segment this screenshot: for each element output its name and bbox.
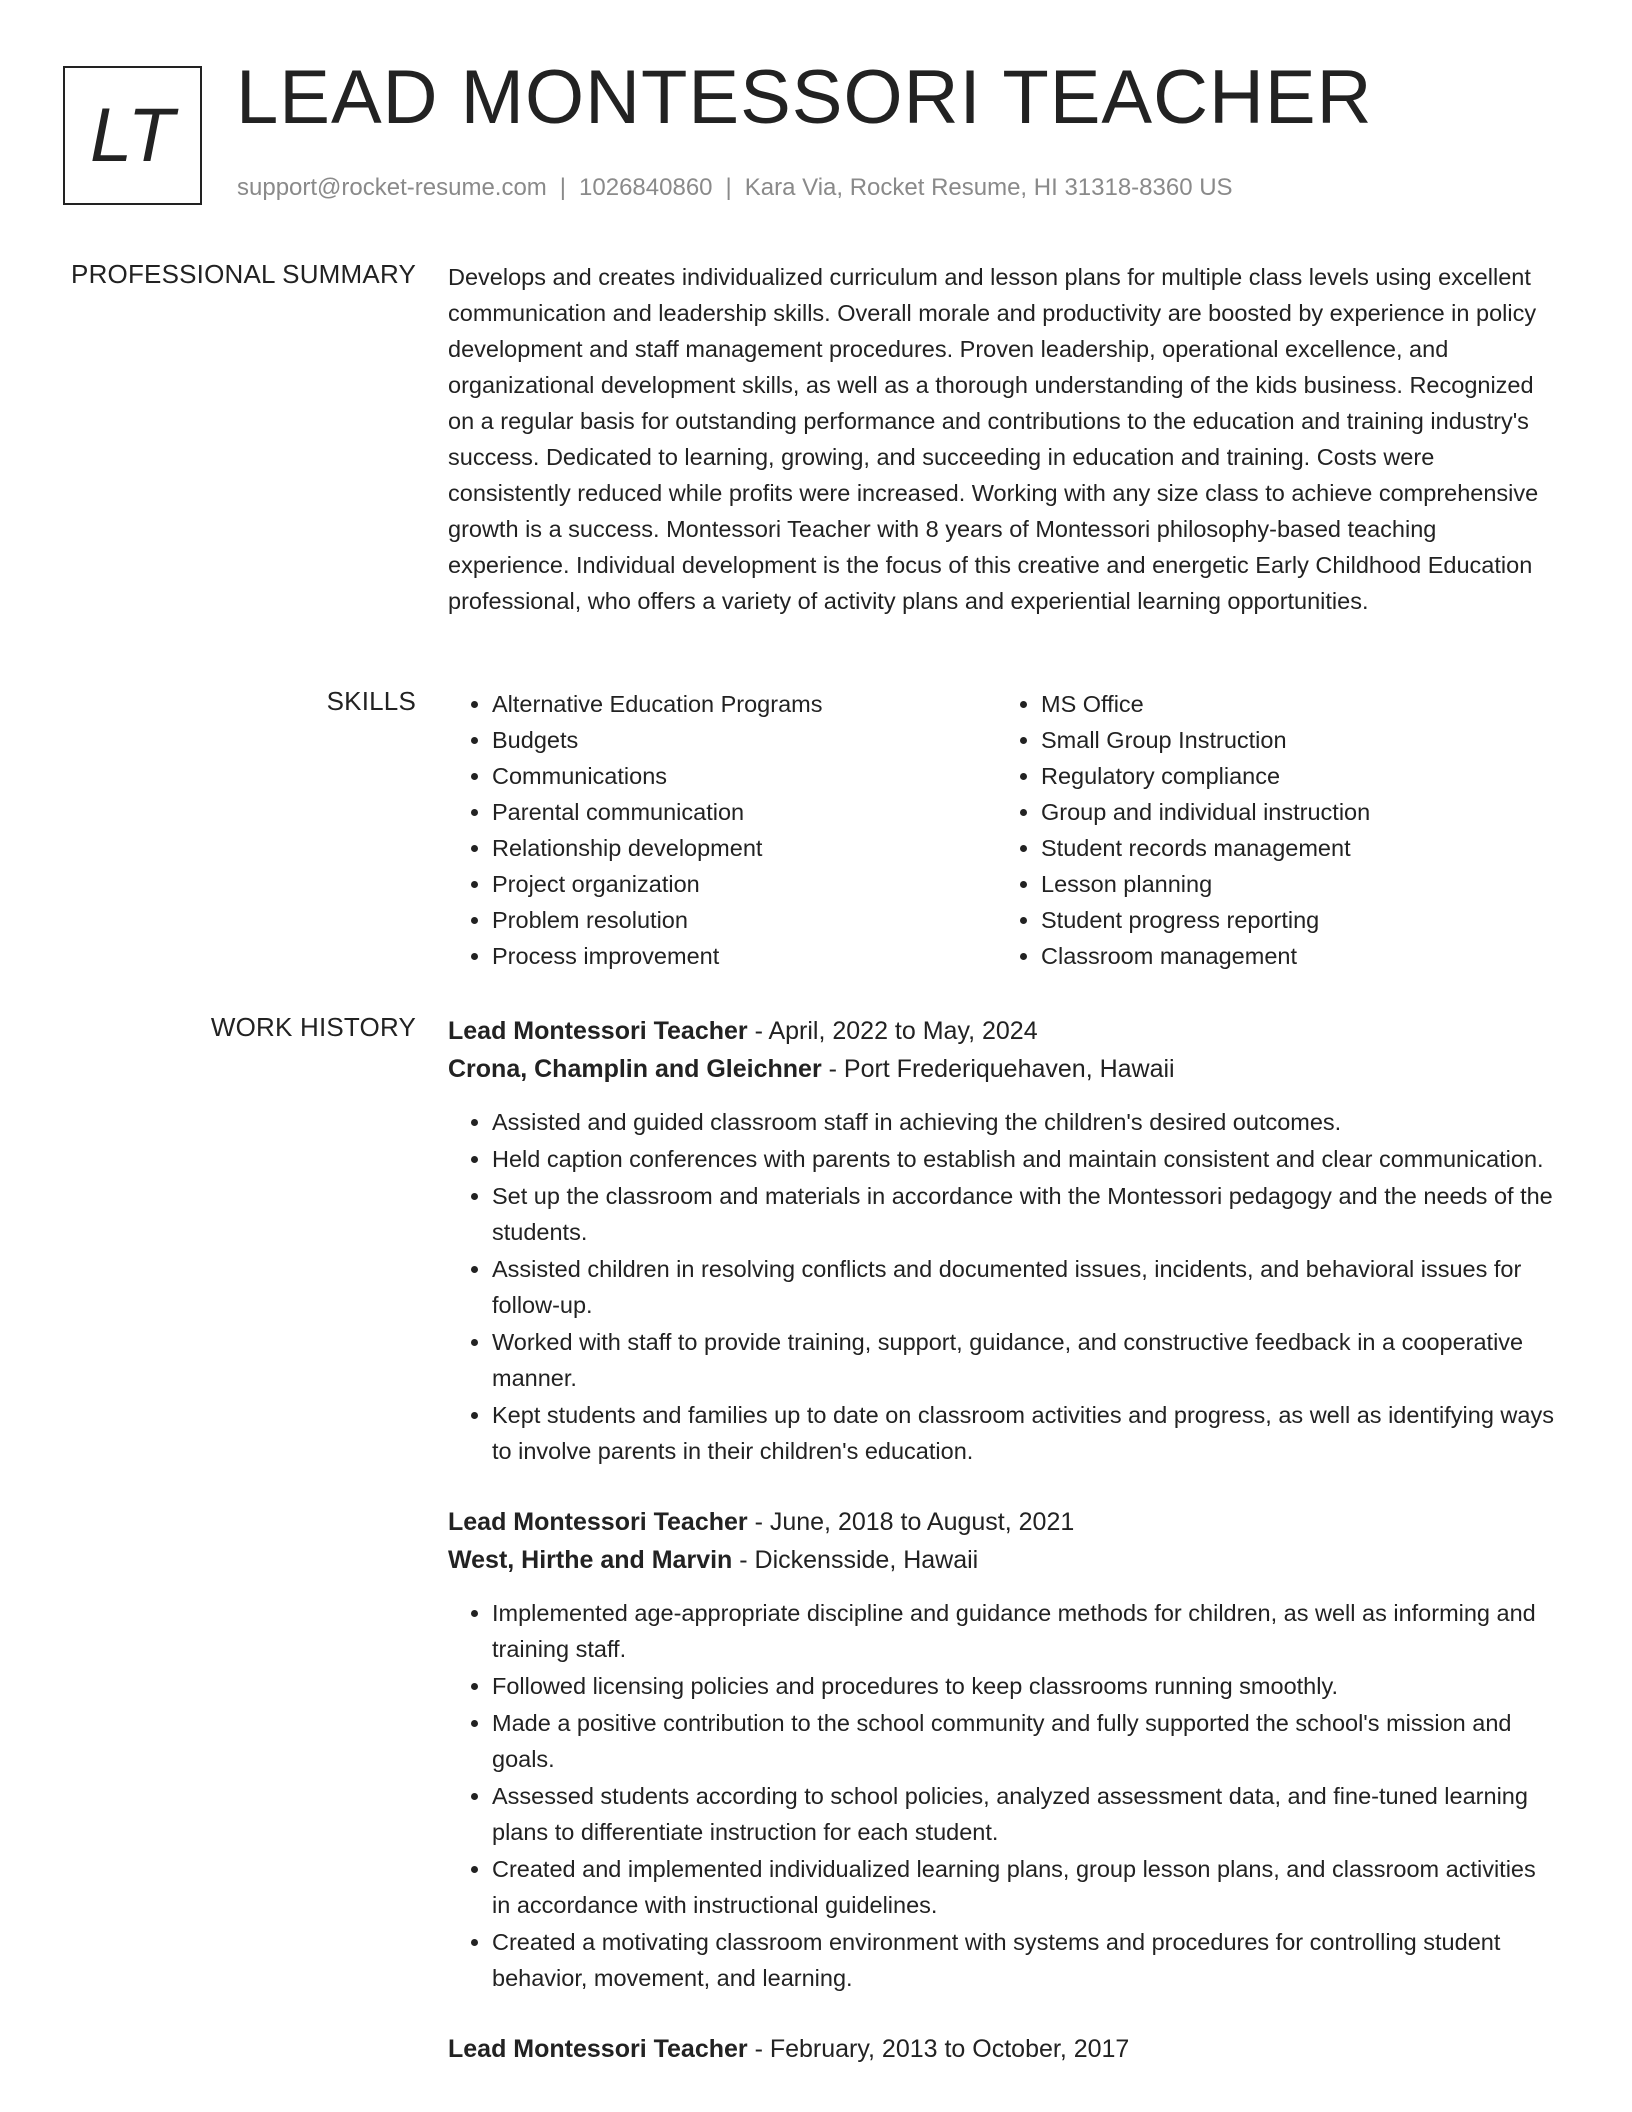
job-bullet: • Created a motivating classroom environment with systems and procedures for controlling student behavior, movement, and learning. (492, 1924, 1558, 1996)
contact-address: Kara Via, Rocket Resume, HI 31318-8360 US (744, 174, 1233, 201)
job-title: Lead Montessori Teacher (448, 1508, 748, 1536)
skill-item: • Relationship development (492, 830, 997, 866)
contact-line (237, 174, 1233, 202)
job-title-line (448, 1503, 1558, 1541)
skills-list-right (997, 686, 1546, 974)
skill-item: • Process improvement (492, 938, 997, 974)
job-bullet: • Implemented age-appropriate discipline and guidance methods for children, as well as informing and training staff. (492, 1595, 1558, 1667)
job-company: West, Hirthe and Marvin (448, 1546, 733, 1574)
section-heading-work-history: WORK HISTORY (210, 1012, 416, 1042)
contact-phone[interactable]: 1026840860 (579, 174, 713, 201)
summary-body (448, 259, 1558, 619)
job-dates: - February, 2013 to October, 2017 (747, 2035, 1130, 2063)
job-bullet: • Held caption conferences with parents to establish and maintain consistent and clear communication. (492, 1141, 1558, 1177)
skill-item: • MS Office (1041, 686, 1546, 722)
job-entry (448, 1503, 1558, 1996)
summary-text: Develops and creates individualized curriculum and lesson plans for multiple class levels using excellent communication and leadership skills. Overall morale and productivity are boosted by experience in policy development and staff management procedures. Proven leadership, operational excellence, and organizational development skills, as well as a thorough understanding of the kids business. Recognized on a regular basis for outstanding performance and contributions to the education and training industry's success. Dedicated to learning, growing, and succeeding in education and training. Costs were consistently reduced while profits were increased. Working with any size class to achieve comprehensive growth is a success. Montessori Teacher with 8 years of Montessori philosophy-based teaching experience. Individual development is the focus of this creative and energetic Early Childhood Education professional, who offers a variety of activity plans and experiential learning opportunities. (448, 264, 1539, 614)
job-title-line (448, 1012, 1558, 1050)
job-company-line (448, 1050, 1558, 1088)
skill-item: • Project organization (492, 866, 997, 902)
job-bullet: • Made a positive contribution to the school community and fully supported the school's mission and goals. (492, 1705, 1558, 1777)
job-bullet: • Kept students and families up to date on classroom activities and progress, as well as identifying ways to involve parents in their children's education. (492, 1397, 1558, 1469)
skill-item: • Regulatory compliance (1041, 758, 1546, 794)
job-title: Lead Montessori Teacher (448, 1017, 748, 1045)
job-bullet: • Created and implemented individualized learning plans, group lesson plans, and classroom activities in accordance with instructional guidelines. (492, 1851, 1558, 1923)
job-location: - Port Frederiquehaven, Hawaii (821, 1055, 1175, 1083)
job-bullet: • Set up the classroom and materials in accordance with the Montessori pedagogy and the needs of the students. (492, 1178, 1558, 1250)
skills-body (448, 686, 1558, 974)
job-dates: - April, 2022 to May, 2024 (747, 1017, 1038, 1045)
job-location: - Dickensside, Hawaii (732, 1546, 979, 1574)
job-bullet: • Assisted children in resolving conflicts and documented issues, incidents, and behavioral issues for follow-up. (492, 1251, 1558, 1323)
skill-item: • Problem resolution (492, 902, 997, 938)
skill-item: • Student records management (1041, 830, 1546, 866)
skill-item: • Classroom management (1041, 938, 1546, 974)
job-bullet: • Assisted and guided classroom staff in achieving the children's desired outcomes. (492, 1104, 1558, 1140)
section-heading-summary: PROFESSIONAL SUMMARY (71, 259, 416, 289)
job-title: Lead Montessori Teacher (448, 2035, 748, 2063)
job-company-line (448, 1541, 1558, 1579)
job-entry (448, 1012, 1558, 1469)
job-entry (448, 2030, 1558, 2068)
job-bullet: • Assessed students according to school policies, analyzed assessment data, and fine-tuned learning plans to differentiate instruction for each student. (492, 1778, 1558, 1850)
skill-item: • Budgets (492, 722, 997, 758)
contact-separator: | (725, 174, 732, 201)
section-heading-skills: SKILLS (326, 686, 416, 716)
skill-item: • Parental communication (492, 794, 997, 830)
skill-item: • Lesson planning (1041, 866, 1546, 902)
skill-item: • Group and individual instruction (1041, 794, 1546, 830)
job-title-line (448, 2030, 1558, 2068)
monogram-logo: LT (63, 66, 202, 205)
skills-list-left (448, 686, 997, 974)
work-history-body (448, 1012, 1558, 2068)
job-dates: - June, 2018 to August, 2021 (747, 1508, 1075, 1536)
job-bullet-list (448, 1595, 1558, 1996)
resume-title: LEAD MONTESSORI TEACHER (236, 55, 1373, 140)
contact-separator: | (559, 174, 567, 201)
skill-item: • Small Group Instruction (1041, 722, 1546, 758)
skill-item: • Communications (492, 758, 997, 794)
job-bullet-list (448, 1104, 1558, 1469)
skill-item: • Student progress reporting (1041, 902, 1546, 938)
skill-item: • Alternative Education Programs (492, 686, 997, 722)
job-company: Crona, Champlin and Gleichner (448, 1055, 822, 1083)
contact-email[interactable]: support@rocket-resume.com (237, 174, 547, 201)
job-bullet: • Followed licensing policies and procedures to keep classrooms running smoothly. (492, 1668, 1558, 1704)
job-bullet: • Worked with staff to provide training, support, guidance, and constructive feedback in a cooperative manner. (492, 1324, 1558, 1396)
